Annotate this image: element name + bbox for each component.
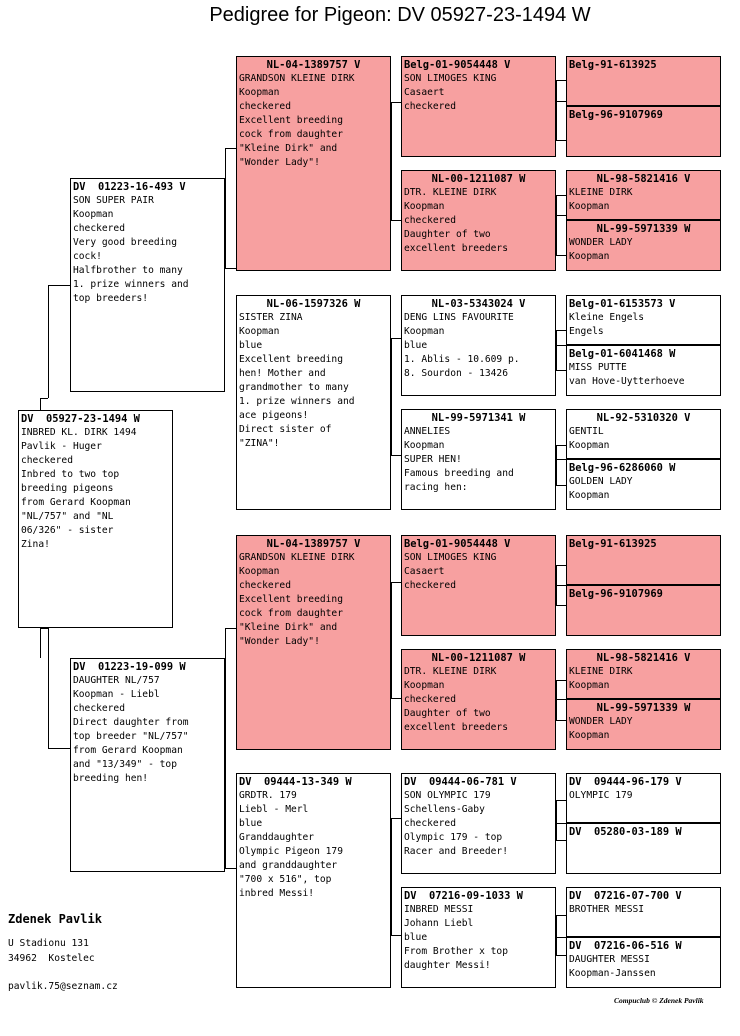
connector-line xyxy=(556,215,566,216)
pigeon-info: MISS PUTTE van Hove-Uytterhoeve xyxy=(569,362,685,387)
pedigree-box xyxy=(566,295,721,345)
pedigree-box xyxy=(401,649,556,750)
pigeon-info: KLEINE DIRK Koopman xyxy=(569,187,633,212)
connector-line xyxy=(556,101,566,102)
connector-line xyxy=(40,398,41,410)
connector-line xyxy=(391,698,401,699)
connector-line xyxy=(40,628,48,629)
connector-line xyxy=(556,605,566,606)
ring-number: Belg-91-613925 xyxy=(569,59,657,71)
pedigree-box xyxy=(18,410,173,628)
connector-line xyxy=(391,102,392,220)
pedigree-box xyxy=(566,459,721,510)
connector-line xyxy=(391,102,401,103)
connector-line xyxy=(48,285,49,398)
ring-number: DV 09444-96-179 V xyxy=(569,776,682,788)
ring-number: Belg-96-6286060 W xyxy=(569,462,676,474)
connector-line xyxy=(391,338,392,455)
connector-line xyxy=(391,818,401,819)
pigeon-info: GRANDSON KLEINE DIRK Koopman checkered Excellent breeding cock from daughter "Kleine Dirk" and "Wonder Lady"! xyxy=(239,73,355,168)
ring-number: NL-04-1389757 V xyxy=(266,59,361,71)
ring-number: Belg-96-9107969 xyxy=(569,109,663,121)
ring-number: NL-00-1211087 W xyxy=(431,173,526,185)
connector-line xyxy=(391,455,401,456)
connector-line xyxy=(48,285,70,286)
pedigree-box xyxy=(566,773,721,823)
pigeon-info: GOLDEN LADY Koopman xyxy=(569,476,633,501)
ring-number: NL-98-5821416 V xyxy=(596,652,691,664)
connector-line xyxy=(556,680,566,681)
pedigree-box xyxy=(566,535,721,585)
pigeon-info: DTR. KLEINE DIRK Koopman checkered Daughter of two excellent breeders xyxy=(404,187,508,254)
pigeon-info: INBRED MESSI Johann Liebl blue From Brother x top daughter Messi! xyxy=(404,904,508,971)
ring-number: NL-99-5971341 W xyxy=(431,412,526,424)
connector-line xyxy=(556,459,566,460)
pedigree-box xyxy=(566,170,721,220)
ring-number: Belg-96-9107969 xyxy=(569,588,663,600)
connector-line xyxy=(556,345,566,346)
ring-number: Belg-91-613925 xyxy=(569,538,657,550)
pigeon-info: WONDER LADY Koopman xyxy=(569,237,633,262)
connector-line xyxy=(556,80,566,81)
connector-line xyxy=(556,955,566,956)
pedigree-box xyxy=(70,658,225,872)
pigeon-info: DAUGHTER NL/757 Koopman - Liebl checkered Direct daughter from top breeder "NL/757" from Gerard Koopman and "13/349" - top breeding hen! xyxy=(73,675,189,784)
ring-number: NL-99-5971339 W xyxy=(596,702,691,714)
pigeon-info: Kleine Engels Engels xyxy=(569,312,645,337)
ring-number: NL-92-5310320 V xyxy=(596,412,691,424)
connector-line xyxy=(391,582,392,698)
pigeon-info: SON SUPER PAIR Koopman checkered Very good breeding cock! Halfbrother to many 1. prize winners and top breeders! xyxy=(73,195,189,304)
ring-number: NL-99-5971339 W xyxy=(596,223,691,235)
pigeon-info: SON LIMOGES KING Casaert checkered xyxy=(404,552,497,591)
connector-line xyxy=(556,800,557,840)
connector-line xyxy=(556,565,557,605)
connector-line xyxy=(40,398,48,399)
pigeon-info: DTR. KLEINE DIRK Koopman checkered Daughter of two excellent breeders xyxy=(404,666,508,733)
connector-line xyxy=(556,720,566,721)
pigeon-info: OLYMPIC 179 xyxy=(569,790,633,801)
pedigree-box xyxy=(236,56,391,271)
ring-number: DV 05927-23-1494 W xyxy=(21,413,140,425)
connector-line xyxy=(391,220,401,221)
connector-line xyxy=(48,628,49,748)
ring-number: NL-06-1597326 W xyxy=(266,298,361,310)
ring-number: DV 01223-19-099 W xyxy=(73,661,186,673)
connector-line xyxy=(556,445,557,485)
pedigree-box xyxy=(70,178,225,392)
connector-line xyxy=(556,140,566,141)
connector-line xyxy=(556,915,557,955)
pedigree-box xyxy=(566,56,721,106)
pigeon-info: SON LIMOGES KING Casaert checkered xyxy=(404,73,497,112)
pedigree-box xyxy=(566,823,721,874)
pigeon-info: WONDER LADY Koopman xyxy=(569,716,633,741)
connector-line xyxy=(556,330,566,331)
ring-number: DV 05280-03-189 W xyxy=(569,826,682,838)
ring-number: NL-00-1211087 W xyxy=(431,652,526,664)
pigeon-info: GENTIL Koopman xyxy=(569,426,610,451)
ring-number: DV 07216-07-700 V xyxy=(569,890,682,902)
connector-line xyxy=(556,445,566,446)
pigeon-info: GRANDSON KLEINE DIRK Koopman checkered Excellent breeding cock from daughter "Kleine Dirk" and "Wonder Lady"! xyxy=(239,552,355,647)
ring-number: DV 09444-06-781 V xyxy=(404,776,517,788)
connector-line xyxy=(556,585,566,586)
connector-line xyxy=(556,565,566,566)
connector-line xyxy=(556,195,566,196)
ring-number: DV 09444-13-349 W xyxy=(239,776,352,788)
connector-line xyxy=(391,935,401,936)
pigeon-info: BROTHER MESSI xyxy=(569,904,645,915)
pedigree-box xyxy=(236,535,391,750)
breeder-name: Zdenek Pavlik xyxy=(8,912,102,926)
ring-number: DV 07216-06-516 W xyxy=(569,940,682,952)
connector-line xyxy=(225,148,226,268)
pigeon-info: INBRED KL. DIRK 1494 Pavlik - Huger checkered Inbred to two top breeding pigeons from Gerard Koopman "NL/757" and "NL 06/326" - sister Zina! xyxy=(21,427,137,550)
connector-line xyxy=(225,868,236,869)
ring-number: NL-03-5343024 V xyxy=(431,298,526,310)
connector-line xyxy=(556,485,566,486)
connector-line xyxy=(556,80,557,140)
pedigree-box xyxy=(566,106,721,157)
pedigree-box xyxy=(566,699,721,750)
connector-line xyxy=(556,330,557,370)
connector-line xyxy=(556,680,557,720)
pedigree-box xyxy=(401,295,556,396)
pedigree-box xyxy=(566,649,721,699)
connector-line xyxy=(556,937,566,938)
pedigree-box xyxy=(401,773,556,874)
pedigree-box xyxy=(566,345,721,396)
pigeon-info: DENG LINS FAVOURITE Koopman blue 1. Ablis - 10.609 p. 8. Sourdon - 13426 xyxy=(404,312,520,379)
connector-line xyxy=(225,148,236,149)
pigeon-info: KLEINE DIRK Koopman xyxy=(569,666,633,691)
pigeon-info: DAUGHTER MESSI Koopman-Janssen xyxy=(569,954,656,979)
copyright-text: Compuclub © Zdenek Pavlik xyxy=(614,996,704,1005)
pedigree-box xyxy=(401,535,556,636)
breeder-email: pavlik.75@seznam.cz xyxy=(8,981,118,992)
breeder-street: U Stadionu 131 xyxy=(8,938,89,949)
pedigree-box xyxy=(401,170,556,271)
pedigree-box xyxy=(566,585,721,636)
ring-number: Belg-01-6041468 W xyxy=(569,348,676,360)
connector-line xyxy=(391,582,401,583)
connector-line xyxy=(391,818,392,935)
connector-line xyxy=(225,628,236,629)
connector-line xyxy=(391,338,401,339)
connector-line xyxy=(556,699,566,700)
pedigree-box xyxy=(236,773,391,988)
pigeon-info: SISTER ZINA Koopman blue Excellent breeding hen! Mother and grandmother to many 1. prize winners and ace pigeons! Direct sister of "ZINA"! xyxy=(239,312,355,449)
pedigree-box xyxy=(566,887,721,937)
connector-line xyxy=(48,748,70,749)
pigeon-info: GRDTR. 179 Liebl - Merl blue Granddaughter Olympic Pigeon 179 and granddaughter "700 x 516", top inbred Messi! xyxy=(239,790,343,899)
connector-line xyxy=(556,915,566,916)
pedigree-box xyxy=(236,295,391,510)
ring-number: DV 07216-09-1033 W xyxy=(404,890,523,902)
pigeon-info: SON OLYMPIC 179 Schellens-Gaby checkered Olympic 179 - top Racer and Breeder! xyxy=(404,790,508,857)
connector-line xyxy=(556,840,566,841)
breeder-city: 34962 Kostelec xyxy=(8,953,95,964)
ring-number: Belg-01-6153573 V xyxy=(569,298,676,310)
pedigree-box xyxy=(566,409,721,459)
ring-number: DV 01223-16-493 V xyxy=(73,181,186,193)
pedigree-box xyxy=(566,937,721,988)
ring-number: NL-98-5821416 V xyxy=(596,173,691,185)
page-title: Pedigree for Pigeon: DV 05927-23-1494 W xyxy=(209,4,591,26)
connector-line xyxy=(556,370,566,371)
connector-line xyxy=(556,800,566,801)
pedigree-box xyxy=(566,220,721,271)
ring-number: NL-04-1389757 V xyxy=(266,538,361,550)
connector-line xyxy=(225,628,226,868)
connector-line xyxy=(556,255,566,256)
ring-number: Belg-01-9054448 V xyxy=(404,59,511,71)
pedigree-box xyxy=(401,887,556,988)
connector-line xyxy=(225,268,236,269)
pedigree-box xyxy=(401,56,556,157)
connector-line xyxy=(556,823,566,824)
connector-line xyxy=(556,195,557,255)
pigeon-info: ANNELIES Koopman SUPER HEN! Famous breeding and racing hen: xyxy=(404,426,514,493)
ring-number: Belg-01-9054448 V xyxy=(404,538,511,550)
pedigree-box xyxy=(401,409,556,510)
connector-line xyxy=(40,628,41,658)
